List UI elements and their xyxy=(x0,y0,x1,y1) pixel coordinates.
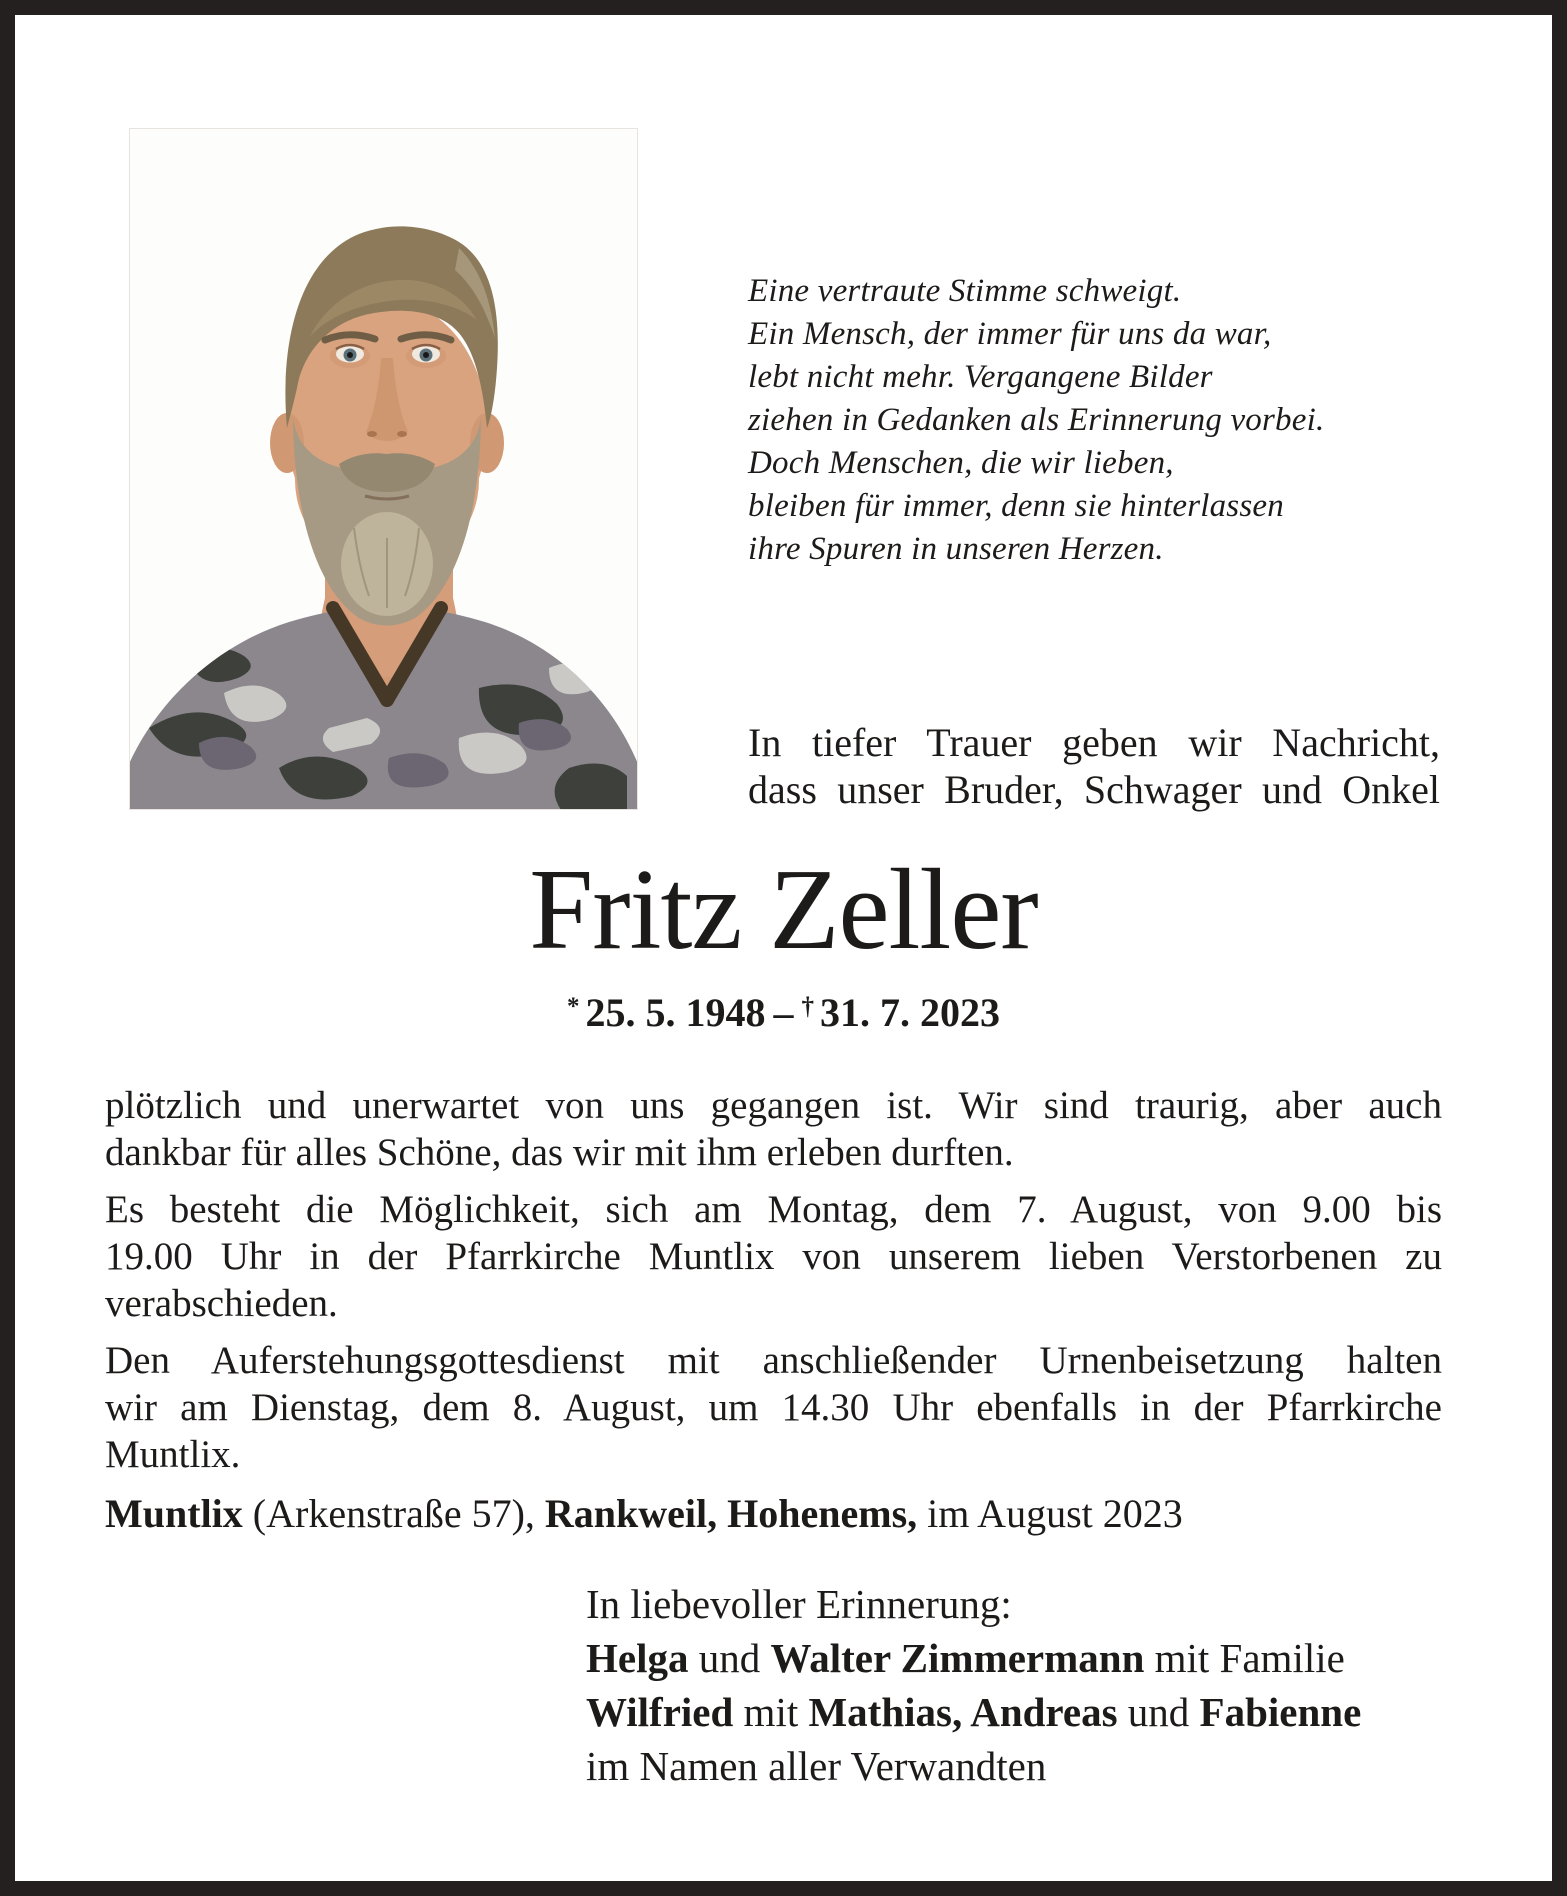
deceased-name: Fritz Zeller xyxy=(529,846,1038,973)
obituary-paragraph-1 xyxy=(105,1082,1442,1176)
closing-text: und xyxy=(1117,1689,1200,1735)
obituary-body xyxy=(105,1082,1442,1537)
mourner-name-wilfried: Wilfried xyxy=(586,1689,734,1735)
closing-mourners-line-1 xyxy=(586,1631,1361,1685)
location-place: Muntlix xyxy=(105,1491,243,1536)
birth-symbol: * xyxy=(567,993,580,1020)
closing-text: und xyxy=(688,1635,771,1681)
obituary-paragraph-3 xyxy=(105,1337,1442,1478)
body-line: plötzlich und unerwartet von uns gegangen ist. Wir sind traurig, aber auch xyxy=(105,1084,1442,1127)
closing-block xyxy=(586,1577,1361,1793)
birth-date: 25. 5. 1948 xyxy=(585,990,766,1035)
memorial-poem xyxy=(748,270,1324,571)
poem-line: Eine vertraute Stimme schweigt. xyxy=(748,273,1182,309)
body-line: Es besteht die Möglichkeit, sich am Montag, dem 7. August, von 9.00 bis xyxy=(105,1188,1442,1231)
mourner-name-fabienne: Fabienne xyxy=(1199,1689,1362,1735)
body-line: 19.00 Uhr in der Pfarrkirche Muntlix von unserem lieben Verstorbenen zu xyxy=(105,1235,1442,1278)
closing-text: mit Familie xyxy=(1144,1635,1345,1681)
obituary-content xyxy=(15,15,1552,1881)
body-line: Muntlix. xyxy=(105,1433,241,1476)
mourner-name-walter-zimmermann: Walter Zimmermann xyxy=(770,1635,1145,1681)
body-line: verabschieden. xyxy=(105,1282,338,1325)
poem-line: bleiben für immer, denn sie hinterlassen xyxy=(748,488,1284,524)
body-line: wir am Dienstag, dem 8. August, um 14.30 Uhr ebenfalls in der Pfarrkirche xyxy=(105,1386,1442,1429)
closing-intro: In liebevoller Erinnerung: xyxy=(586,1581,1012,1627)
poem-line: ihre Spuren in unseren Herzen. xyxy=(748,531,1164,567)
death-symbol: † xyxy=(801,993,814,1020)
portrait-photo-illustration xyxy=(129,128,638,810)
location-towns: Rankweil, Hohenems, xyxy=(544,1491,918,1536)
obituary-paragraph-2 xyxy=(105,1186,1442,1327)
poem-line: ziehen in Gedanken als Erinnerung vorbei. xyxy=(748,402,1325,438)
closing-outro: im Namen aller Verwandten xyxy=(586,1743,1047,1789)
portrait-photo xyxy=(129,128,638,810)
poem-line: Ein Mensch, der immer für uns da war, xyxy=(748,316,1272,352)
announcement-block xyxy=(748,719,1440,813)
location-date: im August 2023 xyxy=(917,1491,1183,1536)
announcement-line: In tiefer Trauer geben wir Nachricht, xyxy=(748,720,1440,765)
closing-mourners-line-2 xyxy=(586,1685,1361,1739)
body-line: dankbar für alles Schöne, das wir mit ihm erleben durften. xyxy=(105,1131,1014,1174)
dates-line xyxy=(15,992,1552,1040)
body-line: Den Auferstehungsgottesdienst mit anschließender Urnenbeisetzung halten xyxy=(105,1339,1442,1382)
announcement-line: dass unser Bruder, Schwager und Onkel xyxy=(748,767,1440,812)
dates-separator: – xyxy=(773,990,794,1035)
mourner-name-helga: Helga xyxy=(586,1635,689,1681)
location-address: (Arkenstraße 57), xyxy=(242,1491,545,1536)
mourner-names-mathias-andreas: Mathias, Andreas xyxy=(808,1689,1118,1735)
poem-line: lebt nicht mehr. Vergangene Bilder xyxy=(748,359,1213,395)
location-line xyxy=(105,1490,1442,1537)
death-date: 31. 7. 2023 xyxy=(820,990,1000,1035)
poem-line: Doch Menschen, die wir lieben, xyxy=(748,445,1174,481)
closing-text: mit xyxy=(733,1689,809,1735)
